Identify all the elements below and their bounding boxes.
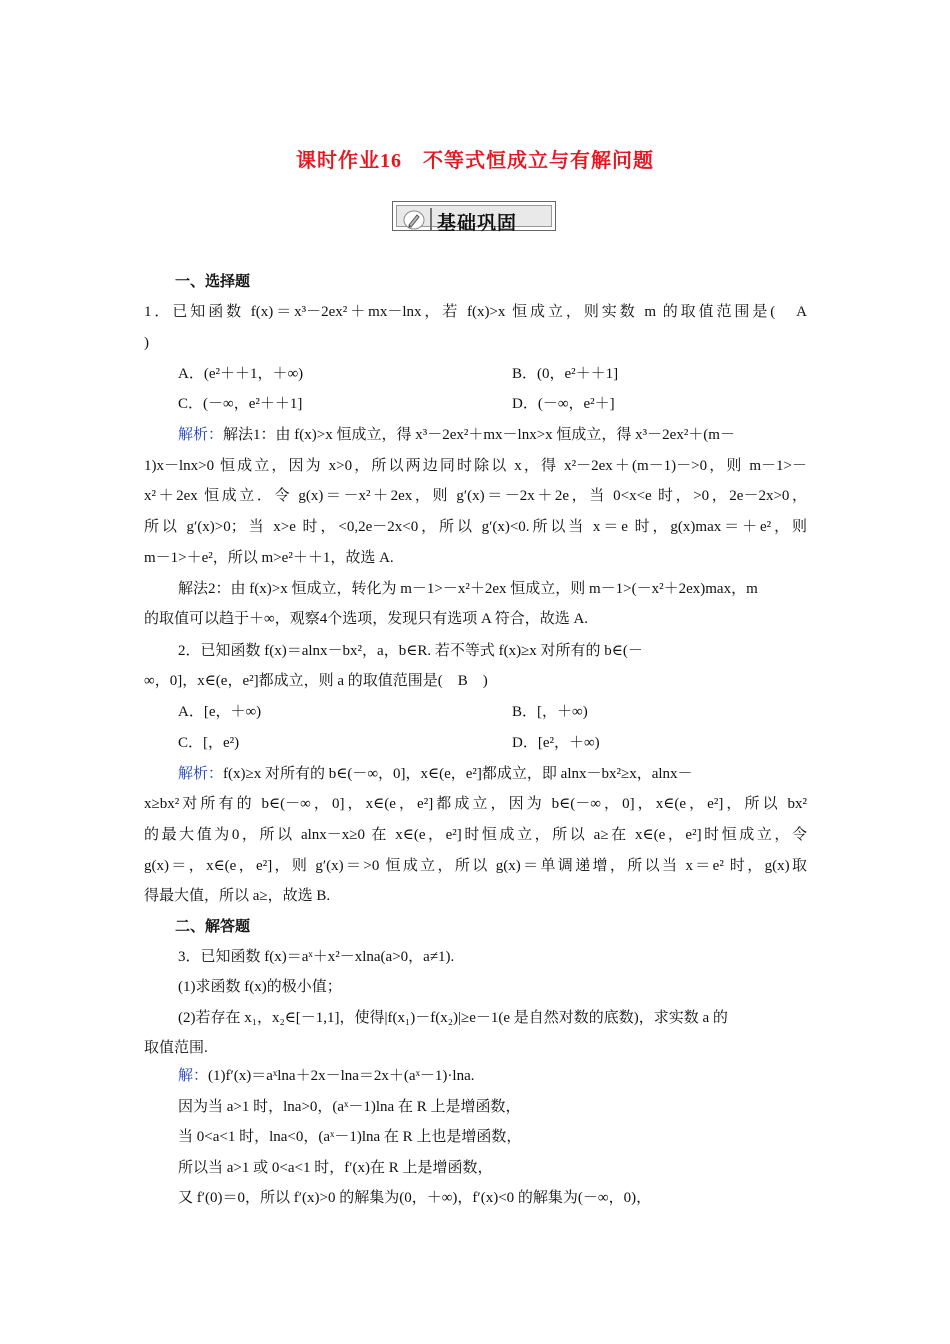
solution-line xyxy=(178,425,807,445)
solution-line: 当 0<a<1 时，lna<0，(aˣ－1)lna 在 R 上也是增函数， xyxy=(178,1129,522,1145)
solution-line: 得最大值，所以 a≥，故选 B. xyxy=(144,888,331,904)
question-1-stem-end: ) xyxy=(144,335,149,351)
option-d: D．(－∞，e²＋] xyxy=(512,396,615,412)
solution-line: 所以当 a>1 或 0<a<1 时，f′(x)在 R 上是增函数， xyxy=(178,1160,493,1176)
question-3-stem: 3．已知函数 f(x)＝aˣ＋x²－xlna(a>0，a≠1). xyxy=(178,949,455,965)
analysis-label: 解析： xyxy=(178,427,224,443)
option-b: B．[，＋∞) xyxy=(512,704,588,720)
solution-line: 所以 g′(x)>0；当 x>e 时，<0,2e－2x<0，所以 g′(x)<0.所以当 x＝e 时，g(x)max＝＋e²，则 xyxy=(144,519,807,535)
solution-line: m－1>＋e²，所以 m>e²＋＋1，故选 A. xyxy=(144,550,394,566)
question-2-stem-end: ∞，0]，x∈(e，e²]都成立，则 a 的取值范围是( B ) xyxy=(144,673,488,689)
solution-line: x≥bx²对所有的 b∈(－∞，0]，x∈(e，e²]都成立，因为 b∈(－∞，0]，x∈(e，e²]，所以 bx² xyxy=(144,796,807,812)
question-1-stem: 1．已知函数 f(x)＝x³－2ex²＋mx－lnx，若 f(x)>x 恒成立，则实数 m 的取值范围是( A xyxy=(144,304,807,320)
option-a: A．(e²＋＋1，＋∞) xyxy=(178,366,304,382)
analysis-label: 解析： xyxy=(178,766,224,782)
solution-line xyxy=(178,764,807,784)
section-heading: 二、解答题 xyxy=(175,919,251,935)
section-banner xyxy=(392,201,556,234)
solution-text: (1)f′(x)＝aˣlna＋2x－lna＝2x＋(aˣ－1)·lna. xyxy=(208,1068,475,1084)
solution-line xyxy=(178,1066,474,1086)
solution-line: 又 f′(0)＝0，所以 f′(x)>0 的解集为(0，＋∞)，f′(x)<0 的解集为(－∞，0)， xyxy=(178,1190,652,1206)
option-c: C．(－∞，e²＋＋1] xyxy=(178,396,303,412)
option-a: A．[e，＋∞) xyxy=(178,704,262,720)
solution-line: 的最大值为0，所以 alnx－x≥0 在 x∈(e，e²]时恒成立，所以 a≥在 x∈(e，e²]时恒成立，令 xyxy=(144,827,807,843)
section-heading: 一、选择题 xyxy=(175,274,251,290)
solution-line: x²＋2ex 恒成立．令 g(x)＝－x²＋2ex，则 g′(x)＝－2x＋2e，当 0<x<e 时，>0，2e－2x>0， xyxy=(144,488,807,504)
option-d: D．[e²，＋∞) xyxy=(512,735,600,751)
option-c: C．[，e²) xyxy=(178,735,240,751)
solution-line: 解法2：由 f(x)>x 恒成立，转化为 m－1>－x²＋2ex 恒成立，则 m－1>(－x²＋2ex)max，m xyxy=(178,581,758,597)
solution-text: f(x)≥x 对所有的 b∈(－∞，0]，x∈(e，e²]都成立，即 alnx－bx²≥x，alnx－ xyxy=(223,766,693,782)
question-3-part-2-end: 取值范围. xyxy=(144,1040,208,1056)
question-3-part-2: (2)若存在 x₁，x₂∈[－1,1]，使得|f(x₁)－f(x₂)|≥e－1(e 是自然对数的底数)，求实数 a 的 xyxy=(178,1010,728,1026)
banner-label: 基础巩固 xyxy=(437,212,518,234)
solution-line: 因为当 a>1 时，lna>0，(aˣ－1)lna 在 R 上是增函数， xyxy=(178,1099,521,1115)
pencil-icon xyxy=(403,210,425,230)
solution-line: g(x)＝，x∈(e，e²]，则 g′(x)＝>0 恒成立，所以 g(x)＝单调递增，所以当 x＝e² 时，g(x)取 xyxy=(144,858,807,874)
solution-line: 1)x－lnx>0 恒成立，因为 x>0，所以两边同时除以 x，得 x²－2ex＋(m－1)－>0，则 m－1>－ xyxy=(144,458,807,474)
page-title: 课时作业16 不等式恒成立与有解问题 xyxy=(296,150,654,172)
question-3-part-1: (1)求函数 f(x)的极小值； xyxy=(178,979,342,995)
option-b: B．(0，e²＋＋1] xyxy=(512,366,619,382)
solution-text: 解法1：由 f(x)>x 恒成立，得 x³－2ex²＋mx－lnx>x 恒成立，得 x³－2ex²＋(m－ xyxy=(223,427,735,443)
question-2-stem: 2．已知函数 f(x)＝alnx－bx²，a，b∈R. 若不等式 f(x)≥x 对所有的 b∈(－ xyxy=(178,643,643,659)
solution-line: 的取值可以趋于＋∞，观察4个选项，发现只有选项 A 符合，故选 A. xyxy=(144,611,589,627)
answer-label: 解： xyxy=(178,1068,209,1084)
